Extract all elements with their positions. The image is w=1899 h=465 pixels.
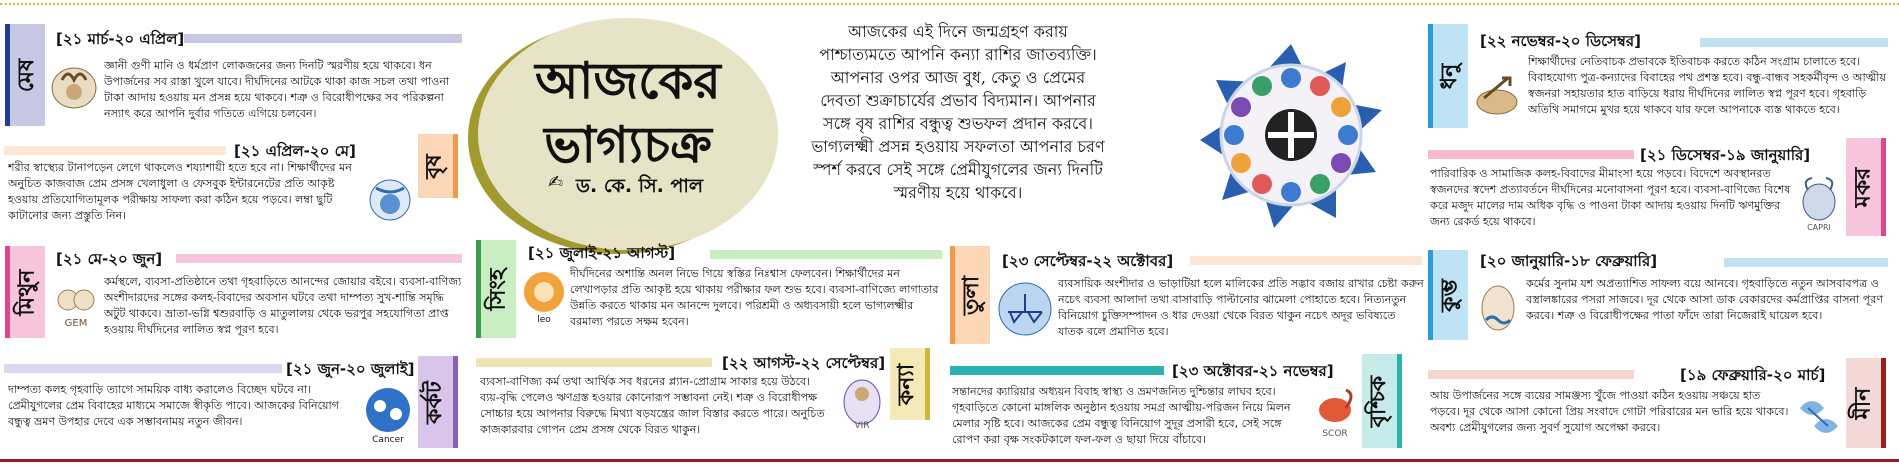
author-byline: ড. কে. সি. পাল	[576, 175, 704, 197]
pisces-icon	[1794, 388, 1844, 444]
leo-icon	[520, 268, 568, 326]
intro-line: আপনার ওপর আজ বুধ, কেতু ও প্রেমের	[830, 68, 1086, 87]
leo-label: leo	[537, 315, 551, 325]
bar-makar	[1428, 150, 1634, 159]
text-tula: ব্যবসায়িক অংশীদার ও ভাড়াটিয়া হলে মালিকের প্রতি সদ্ভাব বজায় রাখার চেষ্টা করুন নচেৎ ব্যবসা আলাদা তথা বাসাবাড়ি পাল্টানোর ঝামেলা পোহাতে হবে। নিত্যনতুন বিনিয়োগ চুক্তিসম্পাদন ও ধার দেওয়া থেকে বিরত থাকুন নচেৎ অদূর ভবিষ্যতে যাতক বলে প্রমাণিত হবে।	[1058, 277, 1424, 338]
date-karkat: [২১ জুন-২০ জুলাই]	[286, 360, 415, 378]
gemini-icon	[50, 276, 102, 332]
headline-title-line2: ভাগ্যচক্র	[544, 115, 712, 174]
date-kumbha: [২০ জানুয়ারি-১৮ ফেব্রুয়ারি]	[1480, 252, 1658, 270]
tab-tula	[950, 246, 990, 344]
tab-brisha	[418, 134, 458, 198]
scorpio-icon	[1310, 384, 1360, 440]
text-singha: দীর্ঘদিনের অশান্তি অনল নিভে গিয়ে স্বস্তির নিঃশ্বাস ফেলবেন। শিক্ষার্থীদের মন লেখাপড়ার প্রতি আকৃষ্ট হয়ে থাকায় পরীক্ষার ফল শুভ হবে। ব্যবসা-বাণিজ্যে লাগাতার উন্নতি করতে থাকায় মন আনন্দে দুলবে। পরিশ্রমী ও অধ্যবসায়ী হলে ভাগ্যলক্ষ্মীর বরমাল্য পরতে সক্ষম হবেন।	[570, 267, 939, 328]
tab-makar	[1846, 138, 1886, 236]
text-mesh: জ্ঞানী গুণী মানি ও ধর্মপ্রাণ লোকজনের জন্য দিনটি স্মরণীয় হয়ে থাকবে। ধন উপার্জনের সব রাস্তা খুলে যাবে। দীর্ঘদিনের আটকে থাকা কাজ সচল তথা পাওনা টাকা আদায় হওয়ায় মন প্রসন্ন হয়ে থাকবে। শত্রু ও বিরোধীপক্ষের সব পরিকল্পনা নস্যাৎ করে আপনি দুর্বার গতিতে এগিয়ে চলবেন।	[104, 59, 450, 120]
tab-kanya	[890, 348, 930, 420]
zodiac-wheel-icon	[1196, 40, 1386, 230]
bar-karkat	[4, 364, 282, 373]
sign-name-singha: সিংহ	[485, 268, 511, 310]
text-karkat: দাম্পত্য কলহ গৃহবাড়ি ত্যাগে সাময়িক বাধ্য করালেও বিচ্ছেদ ঘটবে না। প্রেমীযুগলের প্রেম বিবাহের মাধ্যমে সমাজে স্বীকৃতি পাবে। আজকের বিনিয়োগ বন্ধুত্ব ভ্রমণ উপহার দেবে এক সম্ভাবনাময় নতুন জীবন।	[8, 383, 339, 428]
text-brishchik: সন্তানদের ক্যারিয়ার অধ্যয়ন বিবাহ স্বাস্থ্য ও ভ্রমণজনিত দুশ্চিন্তার লাঘব হবে। গৃহবাড়িতে কোনো মাঙ্গলিক অনুষ্ঠান হওয়ায় সমগ্র আত্মীয়-পরিজন নিয়ে মিলন মেলার সৃষ্টি হবে। আজকের প্রেম বন্ধুত্ব বিনিয়োগ সুদূর প্রসারী হবে, সেই সঙ্গে রোপণ করা বৃক্ষ সংকটকালে ফল-ফল ও ছায়া দিয়ে বাঁচাবে।	[952, 385, 1291, 446]
intro-line: সঙ্গে বৃষ রাশির বন্ধুত্ব শুভফল প্রদান করবে।	[823, 114, 1093, 133]
date-makar: [২১ ডিসেম্বর-১৯ জানুয়ারি]	[1640, 146, 1811, 164]
sign-name-kanya: কন্যা	[894, 363, 920, 405]
date-brisha: [২১ এপ্রিল-২০ মে]	[234, 142, 356, 160]
aquarius-icon	[1472, 280, 1524, 336]
tab-karkat	[418, 356, 458, 448]
bar-kumbha	[1724, 258, 1888, 267]
text-kanya: ব্যবসা-বাণিজ্য কর্ম তথা আর্থিক সব ধরনের প্ল্যান-প্রোগ্রাম সাকার হয়ে উঠবে। ব্যয়-বৃদ্ধি পেলেও ঋণগ্রস্ত হওয়ার কোনোরূপ সম্ভাবনা নেই। শত্রু ও বিরোধীপক্ষ সোচ্চার হয়ে আপনার বিরুদ্ধে মিথ্যা ষড়যন্ত্রের জাল বিস্তার করতে পারে। অনুচিত কাজকারবার গোপন প্রেম প্রসঙ্গ থেকে বিরত থাকুন।	[480, 375, 825, 436]
virgo-label: VIR	[854, 421, 870, 431]
intro-line: পাশ্চাত্যমতে আপনি কন্যা রাশির জাতব্যক্তি।	[819, 45, 1097, 64]
bar-kanya	[476, 358, 712, 367]
date-mesh: [২১ মার্চ-২০ এপ্রিল]	[56, 30, 185, 48]
cancer-icon	[362, 384, 414, 444]
date-dhanu: [২২ নভেম্বর-২০ ডিসেম্বর]	[1480, 32, 1641, 50]
text-mithun: কর্মস্থলে, ব্যবসা-প্রতিষ্ঠানে তথা গৃহবাড়িতে আনন্দের জোয়ার বইবে। ব্যবসা-বাণিজ্য অংশীদারদের সঙ্গের কলহ-বিবাদের অবসান ঘটবে তথা দাম্পত্য সুখ-শান্তি সমৃদ্ধি অটুট থাকবে। ভ্রাতা-ভগ্নি শ্বশুরবাড়ি ও মাতুলালয় থেকে ভরপুর সহযোগিতা প্রাপ্ত হওয়ায় দীর্ঘদিনের লালিত স্বপ্ন পূরণ হবে।	[104, 275, 462, 336]
virgo-icon	[836, 376, 888, 432]
intro-line: স্মরণীয় হয়ে থাকবে।	[893, 183, 1023, 202]
sign-name-brishchik: বৃশ্চিক	[1366, 375, 1392, 427]
intro-line: ভাগ্যলক্ষ্মী প্রসন্ন হওয়ায় সফলতা আপনার চরণ	[811, 137, 1105, 156]
tab-meen	[1846, 358, 1886, 448]
tab-kumbha	[1428, 250, 1468, 340]
bar-singha	[710, 250, 942, 259]
gemini-label: GEM	[64, 318, 88, 329]
capricorn-icon	[1794, 176, 1844, 232]
scorpio-label: SCOR	[1322, 429, 1348, 439]
bar-meen	[1428, 370, 1634, 379]
tab-singha	[476, 240, 516, 338]
sign-name-karkat: কর্কট	[422, 380, 447, 424]
libra-icon	[994, 278, 1056, 340]
date-tula: [২৩ সেপ্টেম্বর-২২ অক্টোবর]	[1002, 252, 1174, 270]
tab-brishchik	[1362, 354, 1402, 448]
intro-line: আজকের এই দিনে জন্মগ্রহণ করায়	[848, 22, 1068, 41]
text-makar: পারিবারিক ও সামাজিক কলহ-বিবাদের মীমাংসা হয়ে পড়বে। বিদেশে অবস্থানরত স্বজনদের স্বদেশ প্রত্যাবর্তনে দীর্ঘদিনের মনোবাসনা পূরণ হবে। ব্যবসা-বাণিজ্যে বিশেষ করে মজুদ মালের দাম অধিক বৃদ্ধি ও পাওনা টাকা আদায় হওয়ায় দিনটি ঋণমুক্তির জন্য রেকর্ড হয়ে থাকবে।	[1430, 167, 1791, 228]
date-singha: [২১ জুলাই-২১ আগস্ট]	[528, 244, 676, 262]
sign-name-mithun: মিথুন	[14, 269, 40, 315]
intro-line: দেবতা শুক্রাচার্যের প্রভাব বিদ্যমান। আপনার	[820, 91, 1096, 110]
sign-name-makar: মকর	[1850, 167, 1875, 207]
cancer-label: Cancer	[372, 435, 404, 444]
pen-icon: ✍	[548, 172, 564, 193]
sign-name-dhanu: ধনু	[1437, 63, 1462, 89]
bottom-rule	[0, 459, 1899, 462]
bar-mesh	[184, 34, 462, 43]
bar-brishchik	[950, 366, 1164, 375]
date-brishchik: [২৩ অক্টোবর-২১ নভেম্বর]	[1172, 362, 1334, 380]
sign-name-meen: মীন	[1850, 387, 1875, 419]
aries-icon	[48, 58, 100, 114]
tab-mesh	[5, 24, 45, 126]
sign-name-kumbha: কুম্ভ	[1436, 278, 1462, 312]
top-dotted-rule	[0, 3, 1899, 5]
sign-name-tula: তুলা	[959, 275, 984, 315]
date-meen: [১৯ ফেব্রুয়ারি-২০ মার্চ]	[1680, 366, 1826, 384]
text-dhanu: শিক্ষার্থীদের নেতিবাচক প্রভাবকে ইতিবাচক করতে কঠিন সংগ্রাম চালাতে হবে। বিবাহযোগ্য পুত্র-কন্যাদের বিবাহের পথ প্রশস্ত হবে। বন্ধু-বান্ধব সহকর্মীবৃন্দ ও আত্মীয় স্বজনরা সহায়তার হাত বাড়িয়ে ধরায় দীর্ঘদিনের লালিত স্বপ্ন পূরণ হবে। গৃহবাড়ি অতিথি সমাগমে মুখর হয়ে থাকবে যার ফলে আপনাকে ব্যস্ত থাকতে হবে।	[1528, 55, 1886, 116]
sign-name-mesh: মেষ	[14, 58, 39, 92]
tab-mithun	[5, 246, 45, 338]
bar-brisha	[4, 146, 226, 155]
text-meen: আয় উপার্জনের সঙ্গে ব্যয়ের সামঞ্জস্য খুঁজে পাওয়া কঠিন হওয়ায় সঞ্চয়ে হাত পড়বে। দূর থেকে আসা কোনো প্রিয় সংবাদে গোটা পরিবারের মন ভারি হয়ে থাকবে। অবশ্য প্রেমীযুগলের জন্য সুবর্ণ সুযোগ অপেক্ষা করবে।	[1430, 389, 1789, 434]
bar-tula	[1190, 256, 1422, 265]
date-kanya: [২২ আগস্ট-২২ সেপ্টেম্বর]	[722, 354, 886, 372]
capricorn-label: CAPRI	[1807, 223, 1831, 232]
intro-paragraph	[784, 20, 1132, 204]
bar-mithun	[176, 254, 462, 263]
sign-name-brisha: বৃষ	[422, 153, 447, 179]
date-mithun: [২১ মে-২০ জুন]	[56, 250, 163, 268]
sagittarius-icon	[1470, 68, 1524, 124]
taurus-icon	[364, 170, 416, 226]
text-kumbha: কর্মের সুনাম যশ অপ্রত্যাশিত সাফল্য বয়ে আনবে। গৃহবাড়িতে নতুন আসবাবপত্র ও বস্ত্রালঙ্কারের পসরা সাজবে। দূর থেকে আসা ডাক বেকারদের কর্মপ্রাপ্তির বাসনা পূরণ করবে। শত্রু ও বিরোধীপক্ষের পাতা ফাঁদে তারা নিজেরাই ঘায়েল হবে।	[1526, 277, 1883, 322]
headline-title-line1: আজকের	[535, 51, 721, 110]
text-brisha: শরীর স্বাস্থ্যের টানাপড়েন লেগে থাকলেও শয্যাশায়ী হতে হবে না। শিক্ষার্থীদের মন অনুচিত কাজবাজ প্রেম প্রসঙ্গ খেলাধুলা ও ফেসবুক ইন্টারনেটের প্রতি আকৃষ্ট হওয়ায় প্রতিযোগিতামূলক পরীক্ষায় সাফল্য করা কঠিন হয়ে পড়বে। লম্বা ছুটি কাটানোর জন্য প্রস্তুতি নিন।	[8, 161, 352, 222]
intro-line: স্পর্শ করবে সেই সঙ্গে প্রেমীযুগলের জন্য দিনটি	[813, 160, 1103, 179]
tab-dhanu	[1428, 24, 1468, 128]
bar-dhanu	[1700, 38, 1888, 47]
